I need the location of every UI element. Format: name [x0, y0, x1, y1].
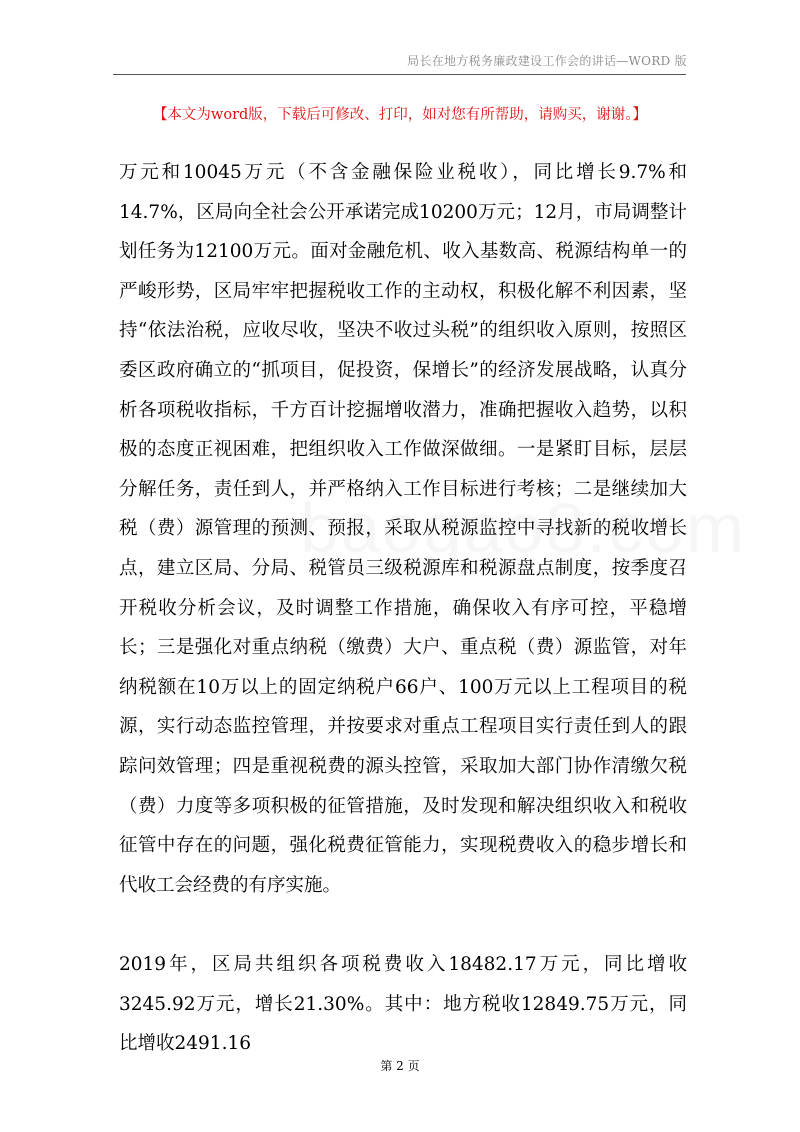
body-paragraph-1: 万元和10045万元（不含金融保险业税收），同比增长9.7%和14.7%，区局向全社会公开承诺完成10200万元；12月，市局调整计划任务为12100万元。面对金融危机、收入基数高、税源结构单一的严峻形势，区局牢牢把握税收工作的主动权，积极化解不利因素，坚持“依法治税，应收尽收，坚决不收过头税”的组织收入原则，按照区委区政府确立的“抓项目，促投资，保增长”的经济发展战略，认真分析各项税收指标，千方百计挖掘增收潜力，准确把握收入趋势，以积极的态度正视困难，把组织收入工作做深做细。一是紧盯目标，层层分解任务，责任到人，并严格纳入工作目标进行考核；二是继续加大税（费）源管理的预测、预报，采取从税源监控中寻找新的税收增长点，建立区局、分局、税管员三级税源库和税源盘点制度，按季度召开税收分析会议，及时调整工作措施，确保收入有序可控，平稳增长；三是强化对重点纳税（缴费）大户、重点税（费）源监管，对年纳税额在10万以上的固定纳税户66户、100万元以上工程项目的税源，实行动态监控管理，并按要求对重点工程项目实行责任到人的跟踪问效管理；四是重视税费的源头控管，采取加大部门协作清缴欠税（费）力度等多项积极的征管措施，及时发现和解决组织收入和税收征管中存在的问题，强化税费征管能力，实现税费收入的稳步增长和代收工会经费的有序实施。 [119, 162, 687, 896]
page-number: 第 2 页 [380, 1059, 420, 1073]
purchase-notice: 【本文为word版，下载后可修改、打印，如对您有所帮助，请购买，谢谢。】 [152, 107, 648, 123]
document-header-title: 局长在地方税务廉政建设工作会的讲话—WORD 版 [407, 54, 687, 68]
header-divider [113, 74, 686, 75]
body-paragraph-2: 2019年，区局共组织各项税费收入18482.17万元，同比增收3245.92万元，增长21.30%。其中：地方税收12849.75万元，同比增收2491.16 [119, 954, 687, 1055]
